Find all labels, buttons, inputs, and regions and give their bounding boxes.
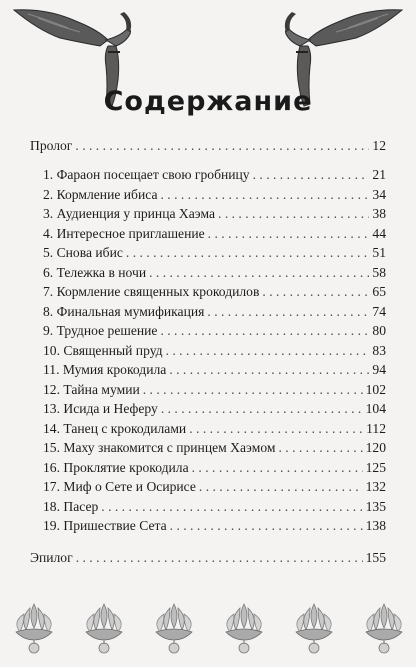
- toc-entry-chapter[interactable]: [43, 380, 386, 400]
- toc-entry-label: 18. Пасер: [43, 498, 99, 514]
- dot-leader: [207, 302, 369, 322]
- toc-entry-chapter[interactable]: [43, 438, 386, 458]
- toc-entry-label: 7. Кормление священных крокодилов: [43, 284, 260, 299]
- toc-entry-chapter[interactable]: [43, 360, 386, 380]
- toc-entry-chapter[interactable]: [43, 399, 386, 419]
- dot-leader: [199, 477, 363, 497]
- toc-entry-chapter[interactable]: [43, 204, 386, 224]
- toc-entry-label: 14. Танец с крокодилами: [43, 420, 187, 436]
- dot-leader: [166, 341, 370, 361]
- toc-entry-epilog[interactable]: [30, 548, 386, 568]
- dot-leader: [170, 516, 363, 536]
- toc-entry-chapter[interactable]: [43, 165, 386, 185]
- dot-leader: [160, 185, 369, 205]
- dot-leader: [76, 548, 363, 568]
- toc-entry-chapter[interactable]: [43, 321, 386, 341]
- toc-entry-chapter[interactable]: [43, 497, 386, 517]
- toc-entry-prolog[interactable]: [30, 136, 386, 156]
- toc-entry-chapter[interactable]: [43, 477, 386, 497]
- toc-entry-label: 13. Исида и Неферу: [43, 401, 158, 416]
- dot-leader: [161, 399, 363, 419]
- toc-entry-page: 135: [365, 498, 386, 514]
- toc-entry-label: 3. Аудиенция у принца Хаэма: [43, 206, 216, 221]
- dot-leader: [149, 263, 369, 283]
- toc-entry-label: 6. Тележка в ночи: [43, 264, 147, 280]
- toc-entry-label: 10. Священный пруд: [43, 342, 163, 358]
- dot-leader: [143, 380, 363, 400]
- lotus-ornament-border: [0, 598, 416, 658]
- toc-entry-page: 94: [372, 362, 386, 377]
- toc-entry-chapter[interactable]: [43, 243, 386, 263]
- toc-entry-page: 21: [372, 167, 386, 182]
- toc-entry-label: 4. Интересное приглашение: [43, 225, 205, 241]
- toc-entry-label: 9. Трудное решение: [43, 323, 158, 338]
- toc-entry-page: 51: [372, 245, 386, 260]
- toc-entry-page: 138: [365, 518, 386, 533]
- toc-entry-label: 8. Финальная мумификация: [43, 303, 205, 319]
- toc-entry-page: 80: [372, 323, 386, 338]
- dot-leader: [75, 136, 369, 156]
- toc-entry-chapter[interactable]: [43, 341, 386, 361]
- toc-entry-label: 15. Маху знакомится с принцем Хаэмом: [43, 440, 276, 455]
- toc-entry-chapter[interactable]: [43, 224, 386, 244]
- toc-entry-label: Пролог: [30, 138, 73, 153]
- toc-entry-label: Эпилог: [30, 550, 73, 565]
- toc-entry-page: 74: [372, 303, 386, 319]
- toc-entry-page: 44: [372, 225, 386, 241]
- dot-leader: [126, 243, 370, 263]
- contents-heading: Содержание: [103, 86, 313, 117]
- toc-entry-page: 38: [372, 206, 386, 221]
- toc-entry-page: 132: [365, 479, 386, 494]
- toc-entry-page: 58: [372, 264, 386, 280]
- dot-leader: [169, 360, 369, 380]
- toc-entry-label: 11. Мумия крокодила: [43, 362, 167, 377]
- toc-entry-page: 104: [365, 401, 386, 416]
- toc-entry-chapter[interactable]: [43, 263, 386, 283]
- toc-entry-page: 34: [372, 186, 386, 202]
- toc-entry-label: 16. Проклятие крокодила: [43, 459, 189, 475]
- toc-entry-label: 17. Миф о Сете и Осирисе: [43, 479, 196, 494]
- toc-entry-page: 102: [365, 381, 386, 397]
- toc-entry-page: 83: [372, 342, 386, 358]
- toc-entry-page: 112: [366, 420, 386, 436]
- toc-entry-label: 19. Пришествие Сета: [43, 518, 167, 533]
- toc-entry-chapter[interactable]: [43, 302, 386, 322]
- dot-leader: [189, 419, 363, 439]
- toc-entry-label: 12. Тайна мумии: [43, 381, 140, 397]
- toc-entry-page: 155: [365, 550, 386, 565]
- dot-leader: [208, 224, 370, 244]
- dot-leader: [101, 497, 362, 517]
- toc-entry-page: 125: [365, 459, 386, 475]
- toc-entry-label: 1. Фараон посещает свою гробницу: [43, 167, 250, 182]
- toc-entry-page: 65: [372, 284, 386, 299]
- toc-entry-chapter[interactable]: [43, 282, 386, 302]
- toc-entry-label: 5. Снова ибис: [43, 245, 123, 260]
- toc-entry-chapter[interactable]: [43, 185, 386, 205]
- dot-leader: [218, 204, 369, 224]
- toc-entry-chapter[interactable]: [43, 458, 386, 478]
- dot-leader: [262, 282, 369, 302]
- dot-leader: [253, 165, 370, 185]
- toc-entry-chapter[interactable]: [43, 516, 386, 536]
- toc-entry-chapter[interactable]: [43, 419, 386, 439]
- toc-entry-page: 120: [365, 440, 386, 455]
- dot-leader: [160, 321, 369, 341]
- toc-entry-page: 12: [372, 138, 386, 153]
- dot-leader: [192, 458, 363, 478]
- toc-entry-label: 2. Кормление ибиса: [43, 186, 158, 202]
- dot-leader: [278, 438, 362, 458]
